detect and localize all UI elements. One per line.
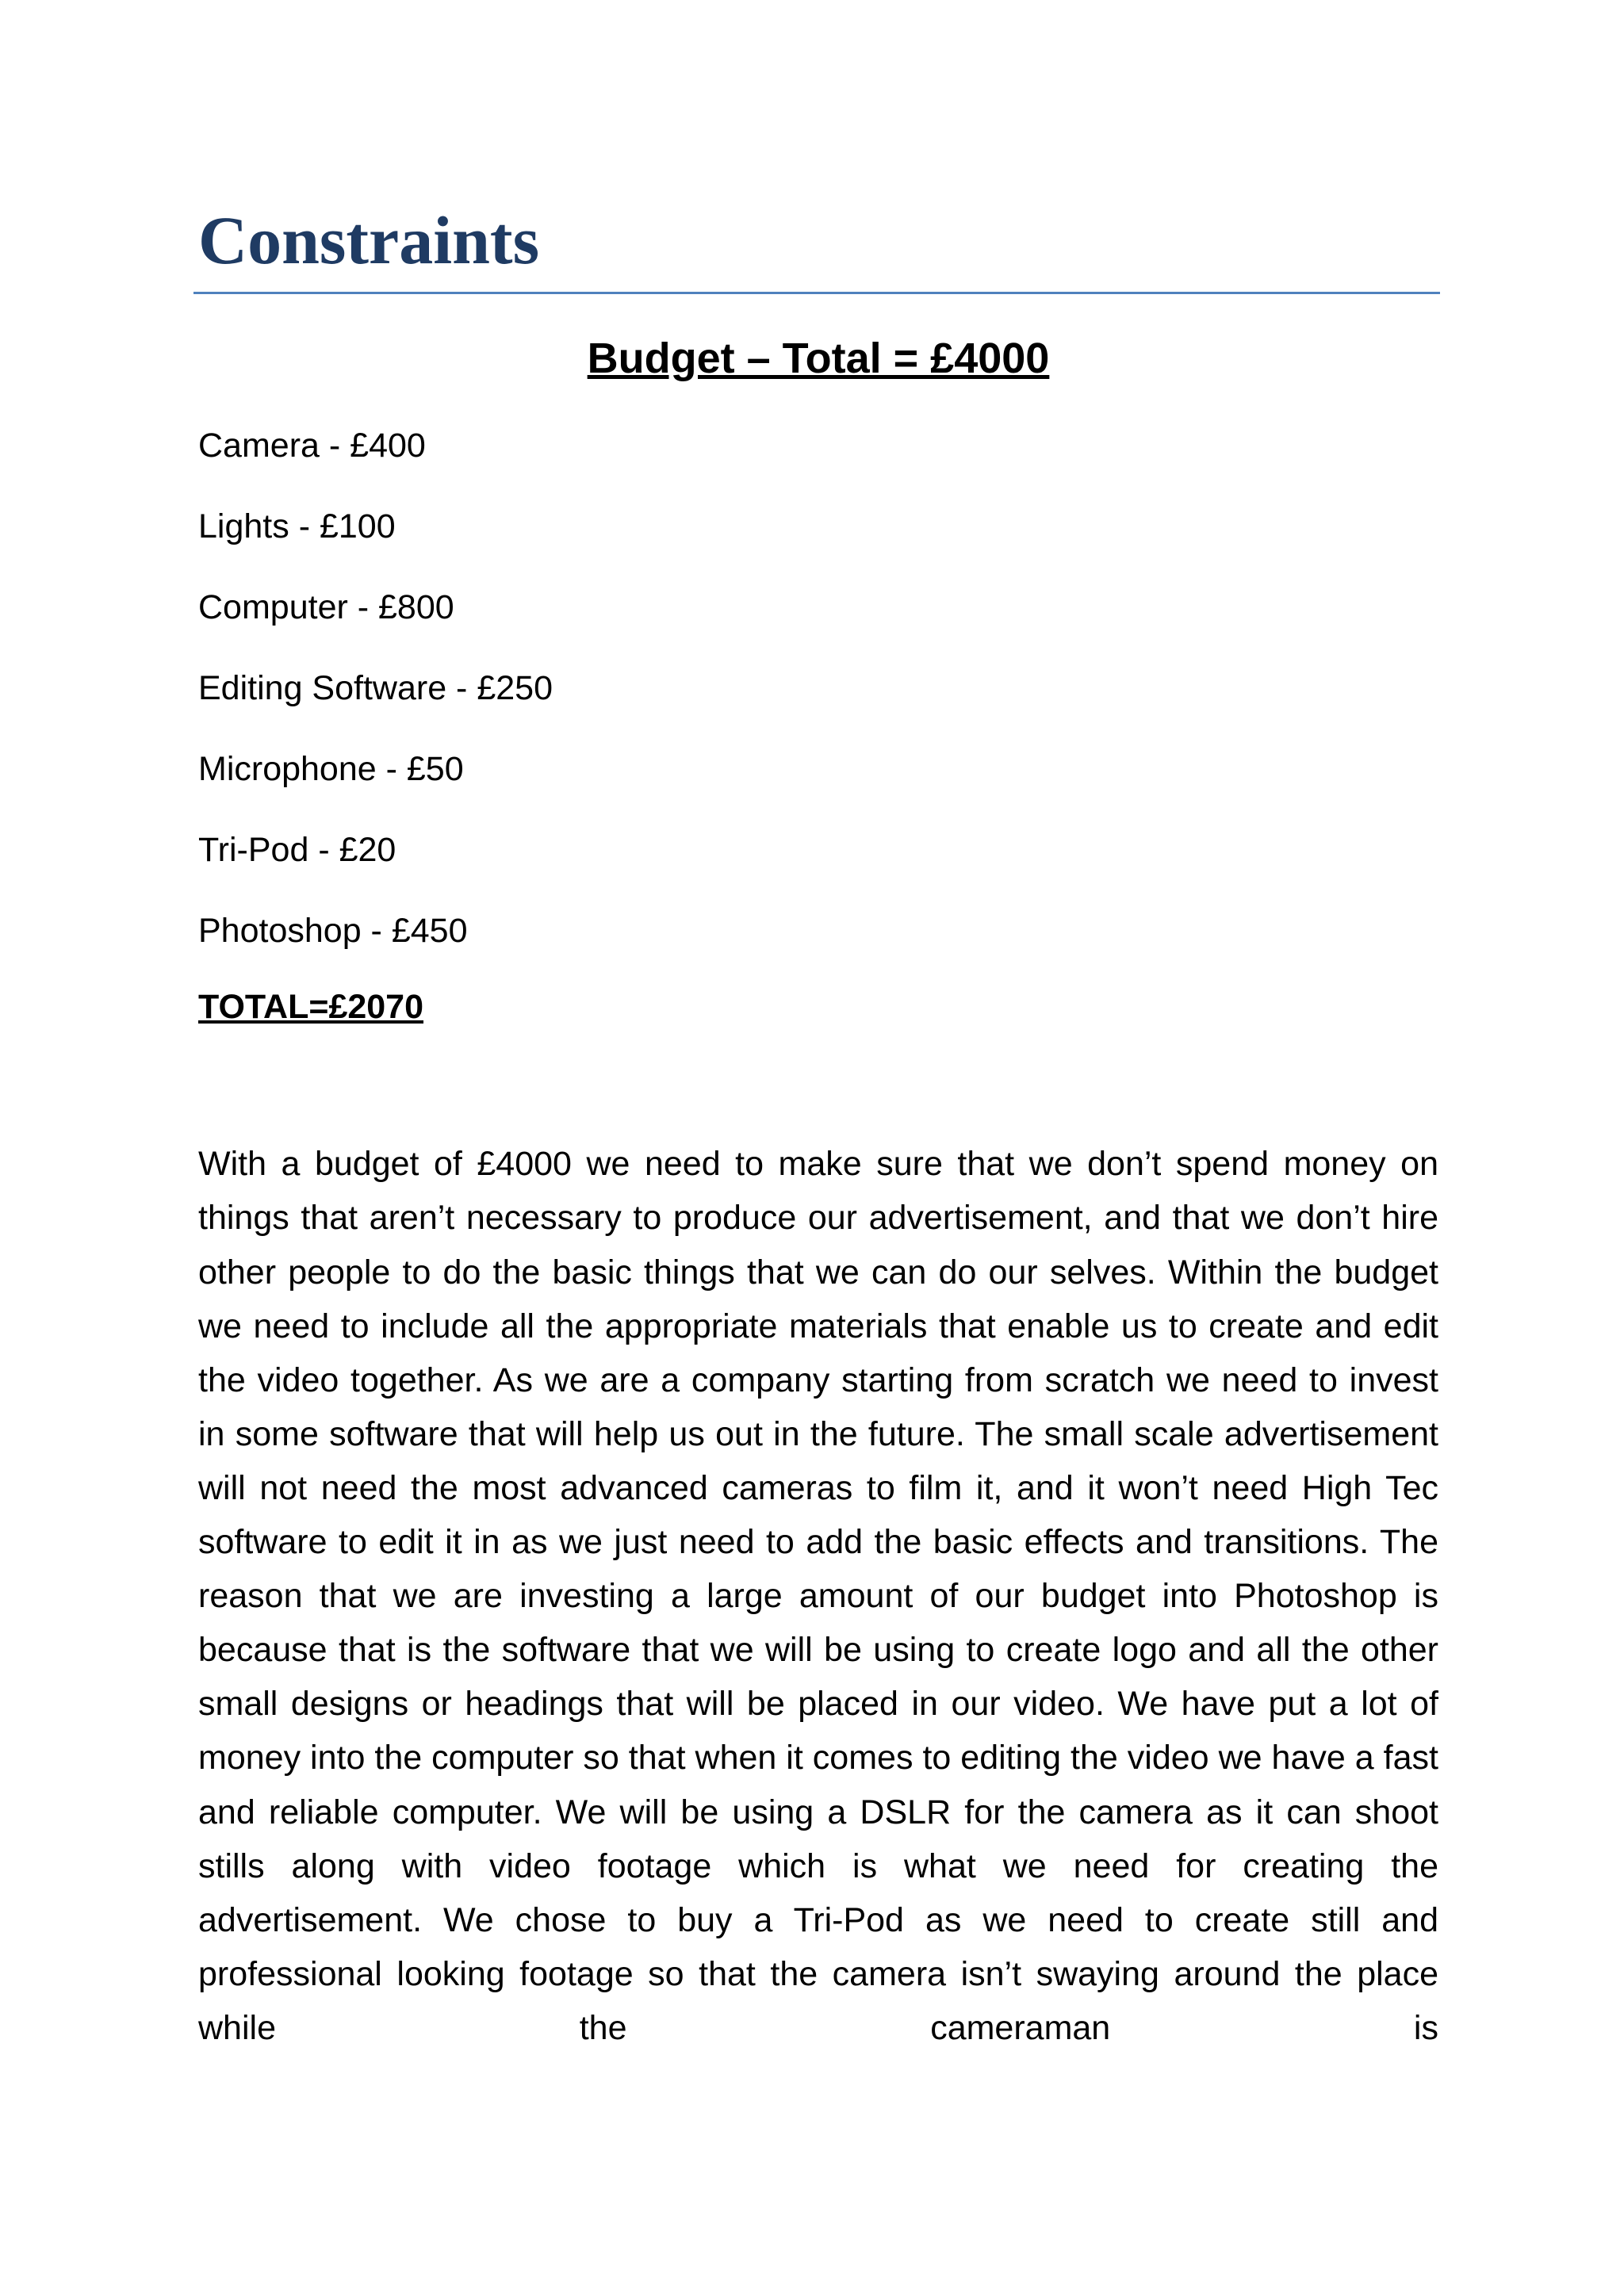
budget-list xyxy=(198,420,1438,986)
budget-item-camera: Camera - £400 xyxy=(198,427,426,465)
budget-item-microphone: Microphone - £50 xyxy=(198,750,464,789)
budget-item-computer: Computer - £800 xyxy=(198,588,454,627)
budget-item-photoshop: Photoshop - £450 xyxy=(198,912,468,951)
budget-item-tripod: Tri-Pod - £20 xyxy=(198,831,396,870)
body-paragraph: With a budget of £4000 we need to make sure that we don’t spend money on things that aren’t necessary to produce our advertisement, and that we don’t hire other people to do the basic things that we can do our selves. Within the budget we need to include all the appropriate materials that enable us to create and edit the video together. As we are a company starting from scratch we need to invest in some software that will help us out in the future. The small scale advertisement will not need the most advanced cameras to film it, and it won’t need High Tec software to edit it in as we just need to add the basic effects and transitions. The reason that we are investing a large amount of our budget into Photoshop is because that is the software that we will be using to create logo and all the other small designs or headings that will be placed in our video. We have put a lot of money into the computer so that when it comes to editing the video we have a fast and reliable computer. We will be using a DSLR for the camera as it can shoot stills along with video footage which is what we need for creating the advertisement. We chose to buy a Tri-Pod as we need to create still and professional looking footage so that the camera isn’t swaying around the place while the cameraman is xyxy=(198,1145,1438,2047)
budget-item-lights: Lights - £100 xyxy=(198,507,396,546)
budget-total: TOTAL=£2070 xyxy=(198,988,424,1027)
budget-item-editing-software: Editing Software - £250 xyxy=(198,669,553,708)
page-title: Constraints xyxy=(198,202,540,278)
heading-rule xyxy=(193,292,1440,294)
page-content xyxy=(198,182,1438,2055)
budget-title: Budget – Total = £4000 xyxy=(587,335,1050,382)
